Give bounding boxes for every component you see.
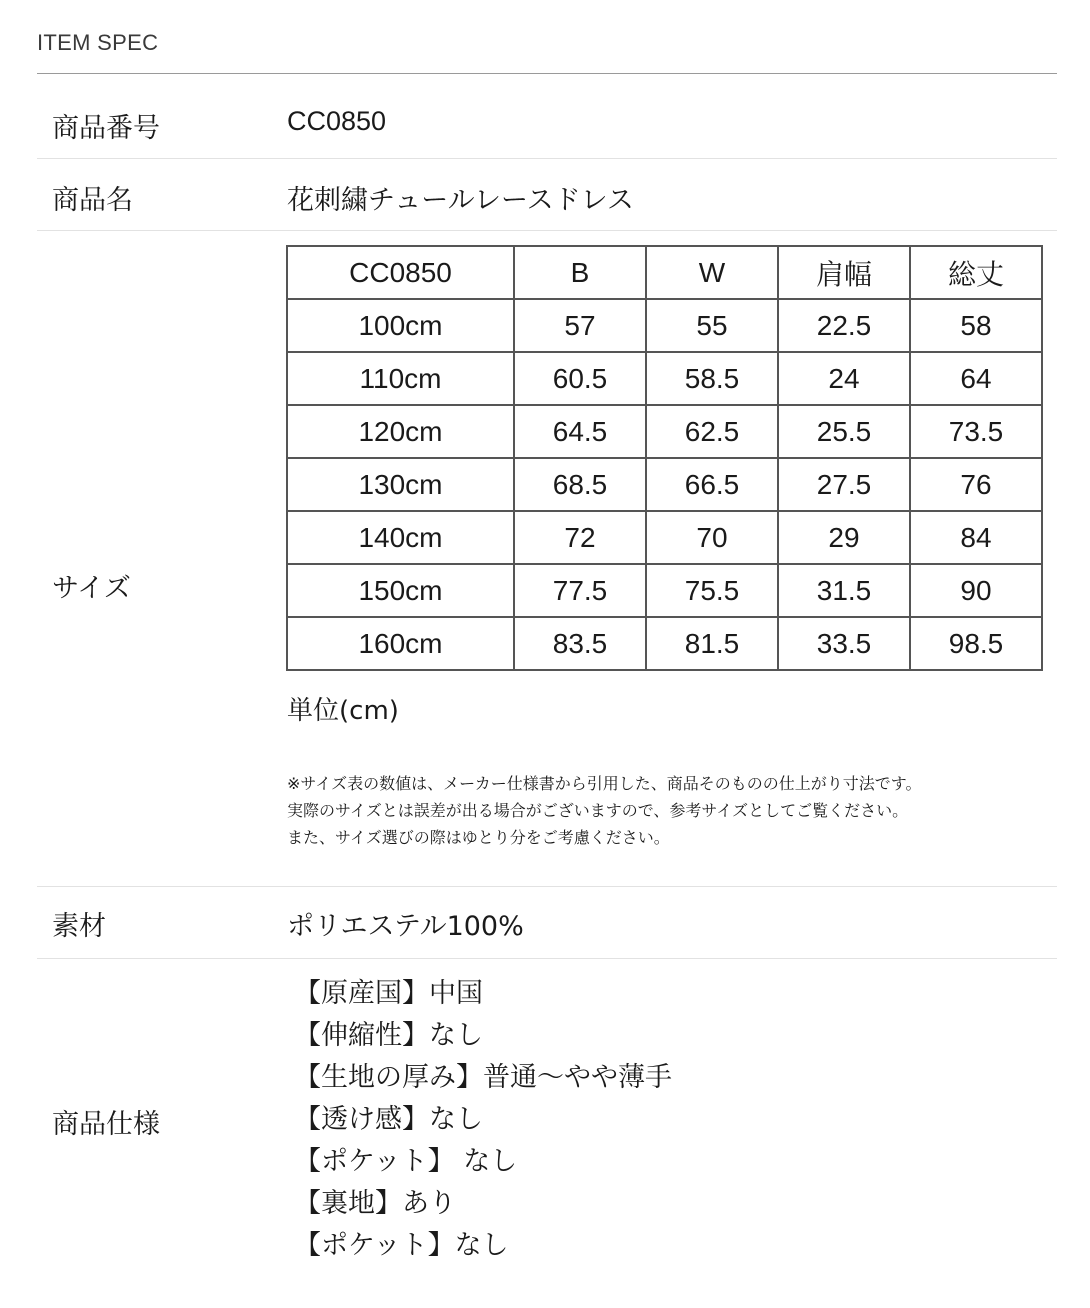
size-table-cell: 29 — [778, 511, 910, 564]
size-table-cell: 130cm — [287, 458, 514, 511]
size-table-cell: 58 — [910, 299, 1042, 352]
size-table-cell: 27.5 — [778, 458, 910, 511]
size-table-cell: 110cm — [287, 352, 514, 405]
size-note-line: ※サイズ表の数値は、メーカー仕様書から引用した、商品そのものの仕上がり寸法です。 — [287, 774, 922, 793]
product-name-label: 商品名 — [52, 185, 133, 216]
size-table-cell: 60.5 — [514, 352, 646, 405]
size-table-cell: 73.5 — [910, 405, 1042, 458]
size-table-row — [287, 299, 1042, 352]
size-unit: 単位(cm) — [287, 696, 399, 726]
size-table-cell: 64 — [910, 352, 1042, 405]
size-table-cell: 58.5 — [646, 352, 778, 405]
size-table-cell: 57 — [514, 299, 646, 352]
size-table-cell: 160cm — [287, 617, 514, 670]
row-divider — [37, 886, 1057, 887]
size-table-cell: 25.5 — [778, 405, 910, 458]
size-note-line: 実際のサイズとは誤差が出る場合がございますので、参考サイズとしてご覧ください。 — [287, 801, 909, 820]
spec-item-sheerness: 【透け感】なし — [294, 1104, 483, 1135]
size-table-cell: 90 — [910, 564, 1042, 617]
section-title: ITEM SPEC — [37, 30, 159, 55]
size-table-cell: 24 — [778, 352, 910, 405]
size-table-header-cell: W — [646, 246, 778, 299]
size-table-cell: 76 — [910, 458, 1042, 511]
size-note-line: また、サイズ選びの際はゆとり分をご考慮ください。 — [287, 828, 670, 847]
size-table-row — [287, 511, 1042, 564]
size-table-cell: 72 — [514, 511, 646, 564]
spec-item-thickness: 【生地の厚み】普通〜やや薄手 — [294, 1062, 672, 1093]
size-table-cell: 140cm — [287, 511, 514, 564]
size-table-cell: 75.5 — [646, 564, 778, 617]
size-table-cell: 22.5 — [778, 299, 910, 352]
size-table-cell: 55 — [646, 299, 778, 352]
row-divider — [37, 958, 1057, 959]
size-table-cell: 84 — [910, 511, 1042, 564]
size-table-cell: 70 — [646, 511, 778, 564]
size-label: サイズ — [52, 573, 131, 604]
size-note — [287, 770, 922, 851]
size-table-row — [287, 352, 1042, 405]
size-table-cell: 77.5 — [514, 564, 646, 617]
material-label: 素材 — [52, 911, 106, 942]
size-table-cell: 81.5 — [646, 617, 778, 670]
size-table-row — [287, 405, 1042, 458]
size-table-cell: 100cm — [287, 299, 514, 352]
size-table-header-cell: CC0850 — [287, 246, 514, 299]
spec-item-stretch: 【伸縮性】なし — [294, 1020, 483, 1051]
product-spec-label: 商品仕様 — [52, 1109, 160, 1140]
size-table-cell: 98.5 — [910, 617, 1042, 670]
row-divider — [37, 158, 1057, 159]
size-table-cell: 31.5 — [778, 564, 910, 617]
spec-item-pocket: 【ポケット】なし — [294, 1230, 509, 1261]
size-table-row — [287, 564, 1042, 617]
product-name-value: 花刺繍チュールレースドレス — [287, 185, 634, 216]
product-number-value: CC0850 — [287, 106, 387, 136]
size-table-cell: 64.5 — [514, 405, 646, 458]
spec-item-lining: 【裏地】あり — [294, 1188, 456, 1219]
product-number-label: 商品番号 — [52, 113, 160, 144]
section-divider — [37, 73, 1057, 74]
size-table-header — [287, 246, 1042, 299]
spec-item-origin: 【原産国】中国 — [294, 978, 483, 1009]
size-table-cell: 66.5 — [646, 458, 778, 511]
size-table-cell: 62.5 — [646, 405, 778, 458]
size-table-cell: 120cm — [287, 405, 514, 458]
size-table-header-cell: B — [514, 246, 646, 299]
row-divider — [37, 230, 1057, 231]
size-table-cell: 150cm — [287, 564, 514, 617]
size-table-cell: 83.5 — [514, 617, 646, 670]
size-table-cell: 68.5 — [514, 458, 646, 511]
size-table — [286, 245, 1043, 671]
size-table-row — [287, 458, 1042, 511]
size-table-header-cell: 総丈 — [910, 246, 1042, 299]
size-table-row — [287, 617, 1042, 670]
product-spec-list — [294, 973, 672, 1267]
material-value: ポリエステル100% — [287, 911, 524, 942]
size-table-cell: 33.5 — [778, 617, 910, 670]
spec-item-pocket: 【ポケット】 なし — [294, 1146, 518, 1177]
size-table-header-cell: 肩幅 — [778, 246, 910, 299]
